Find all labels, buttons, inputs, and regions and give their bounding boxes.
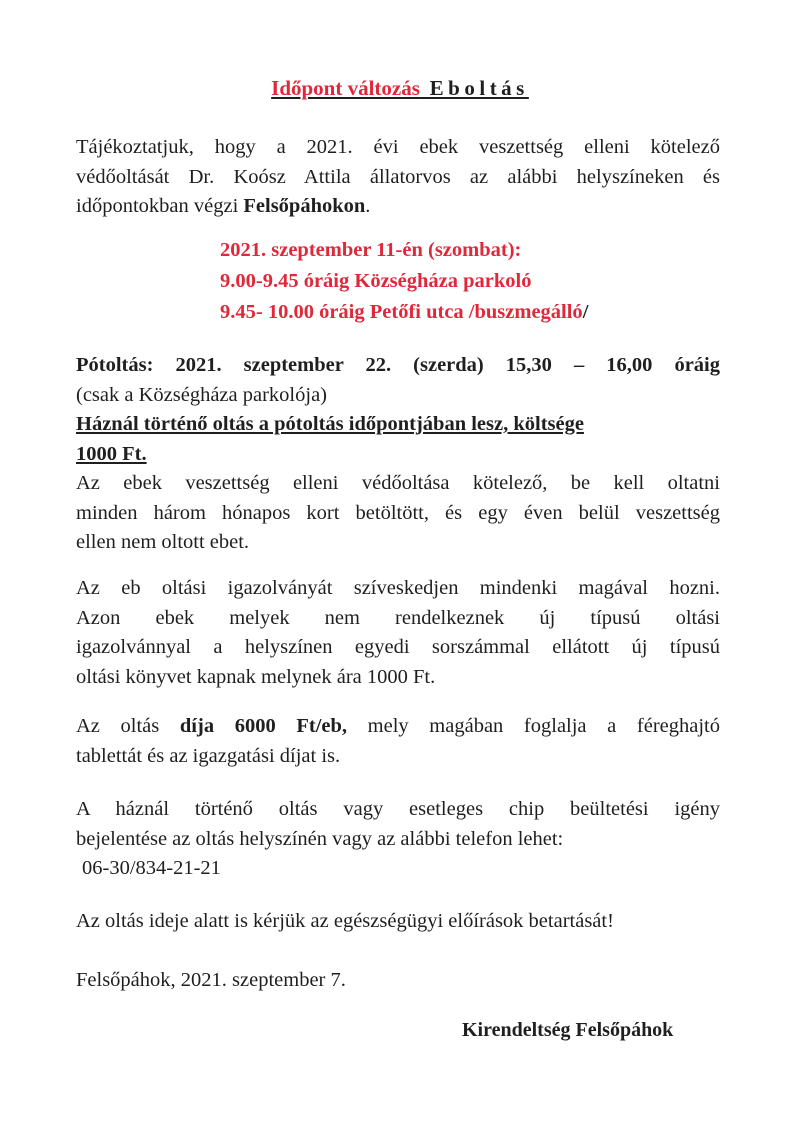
intro-village-name: Felsőpáhokon [243,195,366,217]
booklet-line-3: igazolvánnyal a helyszínen egyedi sorszámmal ellátott új típusú [76,636,720,658]
intro-line-3-text: időpontokban végzi [76,195,244,217]
home-vaccination-line-2: 1000 Ft. [76,442,147,465]
chip-paragraph [76,795,720,884]
booklet-line-2: Azon ebek melyek nem rendelkeznek új típusú oltási [76,606,720,629]
intro-line-3-end: . [365,195,371,217]
makeup-location-line: (csak a Községháza parkolója) [76,383,327,406]
home-vaccination-line-1: Háznál történő oltás a pótoltás időpontjában lesz, költsége [76,413,584,435]
title-time-change: Időpont változás [271,76,420,100]
schedule-slot-2 [220,297,588,328]
phone-number: 06-30/834-21-21 [82,857,221,879]
health-paragraph [76,907,720,937]
booklet-paragraph [76,574,720,692]
fee-amount: díja 6000 Ft/eb, [179,715,348,737]
fee-line-1-end: mely magában foglalja a féreghajtó [347,715,721,737]
place-date-paragraph [76,966,720,996]
intro-line-2: védőoltását Dr. Koósz Attila állatorvos az alábbi helyszíneken és [76,165,720,188]
schedule-date: 2021. szeptember 11-én (szombat): [220,239,522,261]
intro-line-3 [76,192,720,222]
booklet-line-4: oltási könyvet kapnak melynek ára 1000 Ft. [76,665,436,688]
title-vaccination: Eboltás [419,76,529,100]
signature: Kirendeltség Felsőpáhok [462,1019,674,1041]
chip-line-2: bejelentése az oltás helyszínén vagy az alábbi telefon lehet: [76,827,564,850]
fee-line-2: tablettát és az igazgatási díjat is. [76,744,341,767]
mandatory-paragraph [76,469,720,558]
intro-line-1: Tájékoztatjuk, hogy a 2021. évi ebek veszettség elleni kötelező [76,136,720,158]
chip-line-1: A háznál történő oltás vagy esetleges chip beültetési igény [76,798,720,820]
schedule-slot-2-text: 9.45- 10.00 óráig Petőfi utca /buszmegálló [220,301,583,323]
place-date: Felsőpáhok, 2021. szeptember 7. [76,969,346,991]
mandatory-line-3: ellen nem oltott ebet. [76,531,250,553]
makeup-date-line: Pótoltás: 2021. szeptember 22. (szerda) 15,30 – 16,00 óráig [76,354,720,376]
schedule-slot-1: 9.00-9.45 óráig Községháza parkoló [220,270,532,292]
fee-line-1 [76,712,720,742]
makeup-paragraph [76,351,720,469]
schedule-block [220,235,588,328]
intro-paragraph [76,133,720,222]
health-line: Az oltás ideje alatt is kérjük az egészségügyi előírások betartását! [76,910,614,932]
booklet-line-1: Az eb oltási igazolványát szíveskedjen mindenki magával hozni. [76,577,720,599]
fee-paragraph [76,712,720,771]
fee-line-1-start: Az oltás [76,715,180,737]
document-title [0,76,800,101]
mandatory-line-1: Az ebek veszettség elleni védőoltása kötelező, be kell oltatni [76,472,720,494]
schedule-slot-2-end: / [582,301,589,323]
mandatory-line-2: minden három hónapos kort betöltött, és egy éven belül veszettség [76,501,720,524]
